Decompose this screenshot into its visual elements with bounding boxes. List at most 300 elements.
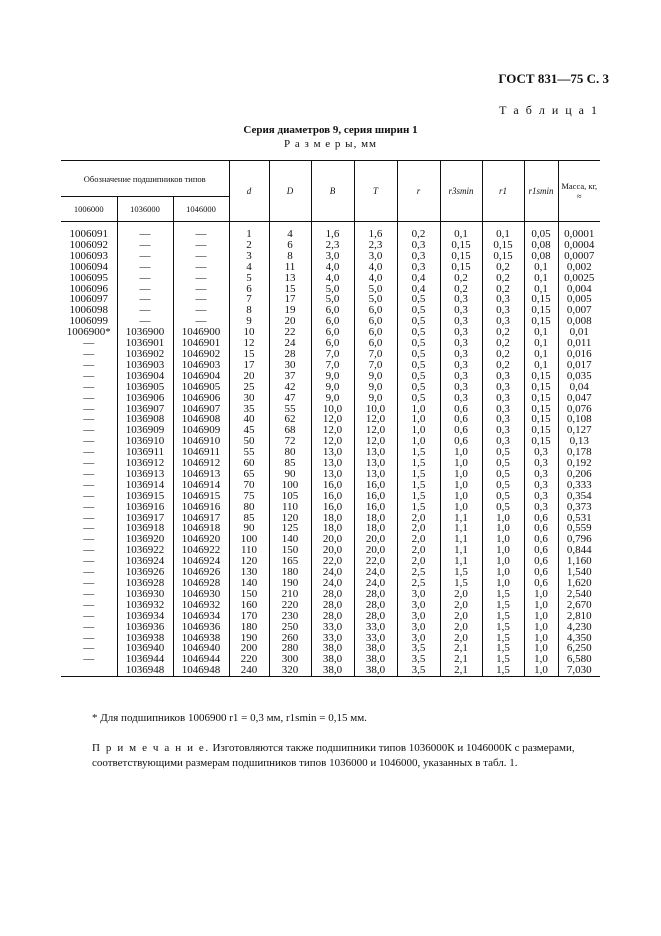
table-cell: 1046938 xyxy=(173,633,229,644)
table-cell: 7,0 xyxy=(311,360,354,371)
table-cell: 0,2 xyxy=(440,284,482,295)
table-cell: 1,0 xyxy=(440,480,482,491)
table-cell: 0,035 xyxy=(558,371,600,382)
table-cell: 160 xyxy=(229,600,269,611)
col-header-r3smin: r3smin xyxy=(440,161,482,222)
table-cell: 1046909 xyxy=(173,425,229,436)
table-cell: 1,0 xyxy=(440,469,482,480)
table-cell: 12,0 xyxy=(354,425,397,436)
table-cell: 1006099 xyxy=(69,315,108,328)
table-cell: 1006097 xyxy=(69,293,108,306)
table-cell: 1,0 xyxy=(440,447,482,458)
table-cell: 300 xyxy=(269,654,311,665)
table-cell: — xyxy=(83,653,95,666)
table-cell: 1,5 xyxy=(482,611,524,622)
table-cell: — xyxy=(83,642,95,655)
table-body xyxy=(61,222,600,677)
table-cell: 0,4 xyxy=(397,273,440,284)
table-row xyxy=(61,622,600,633)
table-cell: 20,0 xyxy=(311,545,354,556)
table-cell: — xyxy=(117,294,173,305)
table-cell: 6,0 xyxy=(311,327,354,338)
table-cell: 55 xyxy=(269,404,311,415)
table-cell: 0,1 xyxy=(524,327,558,338)
table-row xyxy=(61,382,600,393)
table-cell: 0,796 xyxy=(558,534,600,545)
table-cell: 2,0 xyxy=(440,600,482,611)
table-cell: 1006091 xyxy=(69,228,108,240)
footnote: * Для подшипников 1006900 r1 = 0,3 мм, r1smin = 0,15 мм. xyxy=(92,712,367,724)
table-cell: 0,04 xyxy=(558,382,600,393)
table-cell: 35 xyxy=(229,404,269,415)
table-cell: 1046944 xyxy=(173,654,229,665)
table-cell: 1046905 xyxy=(173,382,229,393)
table-cell: 38,0 xyxy=(311,643,354,654)
note-label: П р и м е ч а н и е. xyxy=(92,742,210,754)
table-cell: 100 xyxy=(269,480,311,491)
table-cell: 1036922 xyxy=(117,545,173,556)
table-cell: 0,5 xyxy=(397,382,440,393)
table-cell: 13,0 xyxy=(354,458,397,469)
table-cell: 20 xyxy=(229,371,269,382)
table-cell: — xyxy=(83,631,95,644)
table-cell: 1,0 xyxy=(397,414,440,425)
table-cell: 7,0 xyxy=(354,349,397,360)
table-cell: 6 xyxy=(269,240,311,251)
table-cell: 8 xyxy=(269,251,311,262)
table-cell: 0,6 xyxy=(524,545,558,556)
table-cell: 1036924 xyxy=(117,556,173,567)
table-cell: 110 xyxy=(269,502,311,513)
table-cell: 1,0 xyxy=(482,513,524,524)
table-cell: 0,3 xyxy=(482,414,524,425)
table-cell: 5,0 xyxy=(354,284,397,295)
table-cell: 0,5 xyxy=(397,349,440,360)
table-cell: 18,0 xyxy=(311,513,354,524)
table-cell: 1,5 xyxy=(482,589,524,600)
table-cell: 28,0 xyxy=(311,600,354,611)
table-cell: 0,3 xyxy=(440,316,482,327)
table-cell: 1,0 xyxy=(440,502,482,513)
table-cell: 3,0 xyxy=(397,633,440,644)
table-cell: 68 xyxy=(269,425,311,436)
table-cell: 0,15 xyxy=(524,414,558,425)
table-cell: 220 xyxy=(229,654,269,665)
table-cell: 1 xyxy=(229,229,269,240)
table-cell: — xyxy=(173,240,229,251)
table-cell: 33,0 xyxy=(311,622,354,633)
table-cell: 1,5 xyxy=(397,491,440,502)
table-cell: 1036911 xyxy=(117,447,173,458)
table-cell: — xyxy=(83,544,95,557)
table-cell: 3,0 xyxy=(397,589,440,600)
table-cell: 0,2 xyxy=(482,273,524,284)
table-cell: 2,0 xyxy=(397,545,440,556)
table-cell: 20,0 xyxy=(311,534,354,545)
table-cell: 16,0 xyxy=(354,491,397,502)
table-cell: 2,0 xyxy=(397,523,440,534)
table-cell: 17 xyxy=(229,360,269,371)
table-cell: 2,0 xyxy=(440,622,482,633)
table-cell: 6,0 xyxy=(354,305,397,316)
table-cell: 85 xyxy=(269,458,311,469)
table-cell: 0,15 xyxy=(482,240,524,251)
table-cell: 6,250 xyxy=(558,643,600,654)
table-cell: 13,0 xyxy=(354,469,397,480)
table-cell: 20,0 xyxy=(354,545,397,556)
table-cell: 0,08 xyxy=(524,240,558,251)
table-cell: — xyxy=(83,446,95,459)
table-cell: 150 xyxy=(269,545,311,556)
table-cell: 1,0 xyxy=(524,654,558,665)
table-cell: 40 xyxy=(229,414,269,425)
table-cell: 0,3 xyxy=(524,480,558,491)
table-cell: 9,0 xyxy=(311,382,354,393)
table-cell: 24,0 xyxy=(311,578,354,589)
table-cell: 1,0 xyxy=(524,622,558,633)
table-cell: 60 xyxy=(229,458,269,469)
table-cell: — xyxy=(83,402,95,415)
table-cell: 19 xyxy=(269,305,311,316)
table-cell: 0,017 xyxy=(558,360,600,371)
col-header-type-1036000: 1036000 xyxy=(117,197,173,222)
table-cell: 1046915 xyxy=(173,491,229,502)
table-cell: 200 xyxy=(229,643,269,654)
table-cell: 1,5 xyxy=(397,480,440,491)
table-cell: 1,0 xyxy=(397,425,440,436)
table-cell: 13,0 xyxy=(311,458,354,469)
table-cell: 72 xyxy=(269,436,311,447)
table-cell: — xyxy=(83,577,95,589)
table-cell: 0,004 xyxy=(558,284,600,295)
table-cell: — xyxy=(83,478,95,491)
table-cell: 0,3 xyxy=(397,251,440,262)
table-cell: 3,0 xyxy=(397,622,440,633)
table-cell: 3,0 xyxy=(354,251,397,262)
table-cell: 0,1 xyxy=(482,229,524,240)
table-cell: 0,0004 xyxy=(558,240,600,251)
table-cell: 0,5 xyxy=(397,327,440,338)
table-cell: 6,0 xyxy=(311,338,354,349)
col-header-T: T xyxy=(354,161,397,222)
table-cell: — xyxy=(83,435,95,448)
table-cell: 38,0 xyxy=(354,643,397,654)
table-cell: 320 xyxy=(269,665,311,676)
table-cell: 1036906 xyxy=(117,393,173,404)
table-cell: 16,0 xyxy=(354,502,397,513)
table-cell: 28 xyxy=(269,349,311,360)
col-header-d: d xyxy=(229,161,269,222)
table-cell: 0,3 xyxy=(440,349,482,360)
designation-group-header: Обозначение подшипников типов xyxy=(61,161,229,197)
table-cell: 210 xyxy=(269,589,311,600)
table-cell: 1,5 xyxy=(482,633,524,644)
table-cell: 1,1 xyxy=(440,545,482,556)
table-cell: 1,5 xyxy=(482,665,524,676)
table-cell: 0,08 xyxy=(524,251,558,262)
table-cell: 1,1 xyxy=(440,523,482,534)
table-cell: 0,3 xyxy=(524,491,558,502)
note-text: Изготовляются также подшипники типов 1036000К и 1046000К с размерами, соответствующими размерам подшипников типов 1036000 и 1046000, указанных в табл. 1. xyxy=(92,742,575,769)
table-cell: 13,0 xyxy=(311,447,354,458)
table-cell: 1036916 xyxy=(117,502,173,513)
table-cell: 85 xyxy=(229,513,269,524)
table-cell: 0,15 xyxy=(524,294,558,305)
table-cell: 9,0 xyxy=(311,371,354,382)
table-cell: — xyxy=(173,294,229,305)
table-cell: 10,0 xyxy=(311,404,354,415)
table-cell: — xyxy=(173,305,229,316)
table-cell: 1,0 xyxy=(482,534,524,545)
table-cell: 0,2 xyxy=(482,338,524,349)
table-cell: 6,0 xyxy=(311,305,354,316)
table-cell: — xyxy=(173,229,229,240)
table-cell: 0,0007 xyxy=(558,251,600,262)
table-cell: 65 xyxy=(229,469,269,480)
table-cell: 0,15 xyxy=(524,425,558,436)
table-cell: 1006094 xyxy=(69,260,108,273)
table-cell: 1036909 xyxy=(117,425,173,436)
table-cell: 1036920 xyxy=(117,534,173,545)
table-cell: 1036900 xyxy=(117,327,173,338)
table-cell: 1036907 xyxy=(117,404,173,415)
table-cell: 0,3 xyxy=(524,447,558,458)
table-cell: 170 xyxy=(229,611,269,622)
table-cell: — xyxy=(117,229,173,240)
table-cell: 0,5 xyxy=(397,338,440,349)
table-cell: 0,2 xyxy=(482,327,524,338)
table-cell: 1046940 xyxy=(173,643,229,654)
table-cell: 0,15 xyxy=(524,305,558,316)
table-cell: 0,3 xyxy=(440,305,482,316)
table-cell: 1046936 xyxy=(173,622,229,633)
table-cell: 1,5 xyxy=(482,654,524,665)
table-cell: 0,5 xyxy=(482,480,524,491)
table-row xyxy=(61,502,600,513)
table-cell: 0,108 xyxy=(558,414,600,425)
table-cell: 6,0 xyxy=(354,338,397,349)
table-cell: 2,5 xyxy=(397,578,440,589)
table-cell: 13 xyxy=(269,273,311,284)
table-cell: 3,5 xyxy=(397,665,440,676)
table-cell: 0,15 xyxy=(440,262,482,273)
table-cell: 1,5 xyxy=(397,502,440,513)
table-cell: 28,0 xyxy=(311,611,354,622)
table-cell: 0,011 xyxy=(558,338,600,349)
table-cell: 0,076 xyxy=(558,404,600,415)
table-cell: 0,5 xyxy=(397,316,440,327)
table-cell: 9,0 xyxy=(311,393,354,404)
table-cell: 0,3 xyxy=(397,262,440,273)
table-cell: 1036918 xyxy=(117,523,173,534)
table-cell: 1046932 xyxy=(173,600,229,611)
table-cell: 1036917 xyxy=(117,513,173,524)
table-cell: 0,6 xyxy=(524,523,558,534)
table-cell: — xyxy=(173,251,229,262)
table-cell: 10 xyxy=(229,327,269,338)
table-cell: 105 xyxy=(269,491,311,502)
table-cell: 0,333 xyxy=(558,480,600,491)
table-cell: — xyxy=(83,380,95,393)
table-cell: 0,6 xyxy=(440,414,482,425)
table-cell: 1046934 xyxy=(173,611,229,622)
table-cell: 0,2 xyxy=(482,284,524,295)
table-cell: 0,3 xyxy=(482,436,524,447)
table-cell: — xyxy=(83,522,95,535)
table-cell: 1046917 xyxy=(173,513,229,524)
table-cell: 1036936 xyxy=(117,622,173,633)
table-cell: 4,0 xyxy=(354,273,397,284)
table-cell: 1046920 xyxy=(173,534,229,545)
table-cell: 1036934 xyxy=(117,611,173,622)
table-cell: 15 xyxy=(229,349,269,360)
table-cell: 33,0 xyxy=(354,622,397,633)
table-cell: 125 xyxy=(269,523,311,534)
table-cell: 0,3 xyxy=(397,240,440,251)
table-cell: 1046901 xyxy=(173,338,229,349)
table-cell: 1,0 xyxy=(482,578,524,589)
table-cell: 240 xyxy=(229,665,269,676)
table-cell: — xyxy=(83,598,95,611)
table-cell: 24 xyxy=(269,338,311,349)
document-reference: ГОСТ 831—75 С. 3 xyxy=(498,71,609,86)
table-cell: 1,5 xyxy=(397,458,440,469)
table-cell: 0,0001 xyxy=(558,229,600,240)
table-cell: 2,670 xyxy=(558,600,600,611)
table-cell: 2 xyxy=(229,240,269,251)
table-row xyxy=(61,611,600,622)
table-cell: 33,0 xyxy=(354,633,397,644)
table-cell: 1,620 xyxy=(558,578,600,589)
table-cell: — xyxy=(83,337,95,350)
table-cell: 2,0 xyxy=(440,611,482,622)
table-cell: 9,0 xyxy=(354,382,397,393)
table-cell: 6,0 xyxy=(354,316,397,327)
table-cell: 16,0 xyxy=(311,491,354,502)
table-cell: 0,1 xyxy=(524,360,558,371)
table-cell: 4,350 xyxy=(558,633,600,644)
table-cell: 4,0 xyxy=(311,273,354,284)
table-cell: 0,007 xyxy=(558,305,600,316)
table-cell: 0,1 xyxy=(524,273,558,284)
table-cell: 0,5 xyxy=(397,305,440,316)
table-cell: 0,3 xyxy=(440,371,482,382)
table-cell: 0,3 xyxy=(440,382,482,393)
table-cell: 1036915 xyxy=(117,491,173,502)
table-cell: 47 xyxy=(269,393,311,404)
table-cell: 220 xyxy=(269,600,311,611)
table-cell: 38,0 xyxy=(311,665,354,676)
table-row xyxy=(61,665,600,676)
table-cell: 2,0 xyxy=(440,589,482,600)
table-cell: 0,1 xyxy=(524,349,558,360)
table-cell: 15 xyxy=(269,284,311,295)
table-cell: 0,15 xyxy=(440,251,482,262)
table-cell: 1046916 xyxy=(173,502,229,513)
table-cell: 1036930 xyxy=(117,589,173,600)
table-row xyxy=(61,273,600,284)
table-cell: 1046912 xyxy=(173,458,229,469)
table-cell: 0,008 xyxy=(558,316,600,327)
table-cell: 13,0 xyxy=(311,469,354,480)
table-cell: 0,016 xyxy=(558,349,600,360)
bearing-dimensions-table xyxy=(61,160,600,677)
table-cell: — xyxy=(117,316,173,327)
table-cell: 0,3 xyxy=(482,316,524,327)
table-cell: 50 xyxy=(229,436,269,447)
table-cell: 0,3 xyxy=(440,327,482,338)
table-cell: 4 xyxy=(229,262,269,273)
table-cell: 190 xyxy=(229,633,269,644)
table-cell: 2,540 xyxy=(558,589,600,600)
table-cell: 1,0 xyxy=(440,491,482,502)
table-cell: 3,0 xyxy=(397,600,440,611)
table-cell: 0,15 xyxy=(524,436,558,447)
table-cell: 1046902 xyxy=(173,349,229,360)
table-cell: 1006092 xyxy=(69,238,108,251)
table-cell: 18,0 xyxy=(354,513,397,524)
table-cell: 18,0 xyxy=(354,523,397,534)
table-cell: 1,0 xyxy=(524,600,558,611)
table-cell: 28,0 xyxy=(311,589,354,600)
table-cell: 0,2 xyxy=(440,273,482,284)
table-number: Т а б л и ц а 1 xyxy=(499,103,599,117)
table-cell: 90 xyxy=(229,523,269,534)
table-cell: 0,1 xyxy=(524,262,558,273)
table-cell: 1,5 xyxy=(440,578,482,589)
table-cell: 25 xyxy=(229,382,269,393)
table-cell: 24,0 xyxy=(354,578,397,589)
table-cell: — xyxy=(83,424,95,437)
table-cell: 90 xyxy=(269,469,311,480)
table-cell: 1,5 xyxy=(440,567,482,578)
table-cell: 22,0 xyxy=(354,556,397,567)
table-cell: 110 xyxy=(229,545,269,556)
table-cell: 1036914 xyxy=(117,480,173,491)
table-cell: 0,3 xyxy=(440,294,482,305)
table-cell: 12,0 xyxy=(354,414,397,425)
table-cell: 190 xyxy=(269,578,311,589)
table-cell: 0,05 xyxy=(524,229,558,240)
col-header-type-1046000: 1046000 xyxy=(173,197,229,222)
table-cell: 1046900 xyxy=(173,327,229,338)
table-cell: 230 xyxy=(269,611,311,622)
table-cell: 1036905 xyxy=(117,382,173,393)
table-cell: 28,0 xyxy=(354,611,397,622)
table-cell: 2,1 xyxy=(440,665,482,676)
table-cell: 5 xyxy=(229,273,269,284)
table-cell: 6,580 xyxy=(558,654,600,665)
table-cell: 42 xyxy=(269,382,311,393)
table-cell: 130 xyxy=(229,567,269,578)
table-cell: 3,0 xyxy=(311,251,354,262)
table-cell: — xyxy=(83,413,95,426)
table-cell: 2,3 xyxy=(311,240,354,251)
table-cell: 1036903 xyxy=(117,360,173,371)
table-cell: — xyxy=(83,391,95,404)
table-cell: 3,5 xyxy=(397,654,440,665)
table-cell: 12,0 xyxy=(311,414,354,425)
table-cell: 1,0 xyxy=(397,436,440,447)
table-cell: 0,2 xyxy=(482,360,524,371)
table-cell: 24,0 xyxy=(311,567,354,578)
table-cell: 0,3 xyxy=(524,502,558,513)
table-cell: 30 xyxy=(269,360,311,371)
table-cell: 3,0 xyxy=(397,611,440,622)
table-cell: 0,178 xyxy=(558,447,600,458)
table-cell: 1036928 xyxy=(117,578,173,589)
table-cell: 0,559 xyxy=(558,523,600,534)
